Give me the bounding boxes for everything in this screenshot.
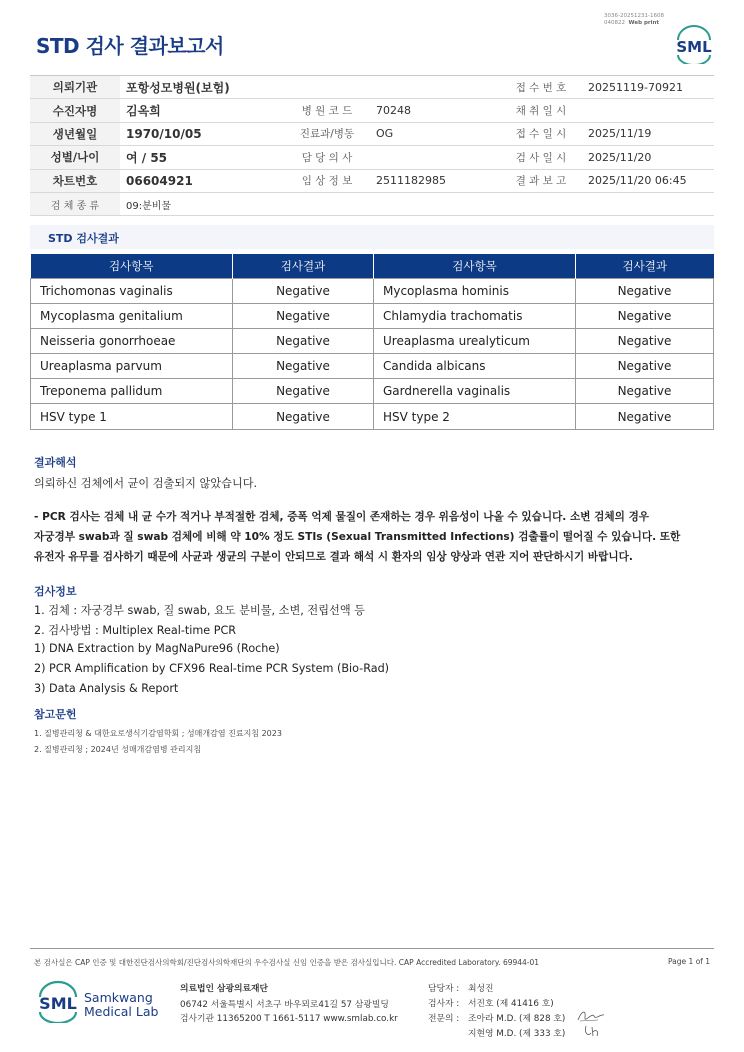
info-row — [30, 76, 714, 99]
birthdate-value: 1970/10/05 — [120, 122, 284, 145]
info-label: 검 체 종 류 — [30, 192, 120, 215]
svg-text:SML: SML — [676, 38, 712, 56]
patient-info-table — [30, 75, 714, 216]
info-label: 병 원 코 드 — [284, 99, 370, 122]
staff-name: 조아라 M.D. (제 828 호) — [468, 1014, 566, 1024]
test-item: Chlamydia trachomatis — [374, 303, 576, 328]
patient-name-value: 김옥희 — [120, 99, 284, 122]
test-result: Negative — [233, 303, 374, 328]
table-row — [31, 404, 714, 429]
clinical-info-value: 2511182985 — [370, 169, 500, 192]
test-info-line: 1. 검체 : 자궁경부 swab, 질 swab, 요도 분비물, 소변, 전립선액 등 — [34, 604, 365, 617]
info-row — [30, 192, 714, 215]
info-label: 차트번호 — [30, 169, 120, 192]
table-row — [31, 328, 714, 353]
org-contact: 검사기관 11365200 T 1661-5117 www.smlab.co.kr — [180, 1014, 398, 1024]
info-label: 검 사 일 시 — [500, 146, 582, 169]
staff-name: 최성진 — [468, 984, 494, 994]
table-row — [31, 354, 714, 379]
test-result: Negative — [576, 404, 714, 429]
print-id-line2: 040822 Web print — [604, 20, 660, 26]
test-info-line: 1) DNA Extraction by MagNaPure96 (Roche) — [34, 642, 280, 655]
table-row — [31, 379, 714, 404]
column-header: 검사결과 — [576, 254, 714, 278]
info-label: 수진자명 — [30, 99, 120, 122]
test-result: Negative — [233, 328, 374, 353]
sml-logo-icon — [36, 979, 80, 1023]
reference-line: 1. 질병관리청 & 대한요로생식기감염학회 ; 성매개감염 진료지침 2023 — [34, 729, 282, 738]
test-info-heading: 검사정보 — [34, 585, 77, 598]
print-id-line1: 3036-20251231-1608 — [604, 13, 664, 19]
column-header: 검사항목 — [374, 254, 576, 278]
info-row — [30, 122, 714, 145]
report-time-value: 2025/11/20 06:45 — [582, 169, 714, 192]
info-label: 성별/나이 — [30, 146, 120, 169]
test-result: Negative — [576, 354, 714, 379]
interpretation-note: 자궁경부 swab과 질 swab 검체에 비해 약 10% 정도 STIs (Sexual Transmitted Infections) 검출률이 떨어질 수 있습니다. 또한 — [34, 531, 681, 543]
test-item: Ureaplasma parvum — [31, 354, 233, 379]
info-label: 접 수 번 호 — [500, 76, 582, 99]
print-id — [604, 13, 664, 27]
page-title: STD 검사 결과보고서 — [36, 34, 224, 58]
accreditation-note: 본 검사실은 CAP 인증 및 대한진단검사의학회/진단검사의학재단의 우수검사실 신임 인증을 받은 검사실입니다. CAP Accredited Laboratory. 69944-01 — [34, 958, 540, 967]
sml-logo-icon — [672, 24, 716, 64]
staff-role: 검사자 : — [428, 999, 460, 1009]
info-row — [30, 99, 714, 122]
results-header-row — [31, 254, 714, 278]
test-result: Negative — [576, 328, 714, 353]
department-value: OG — [370, 122, 500, 145]
test-item: HSV type 2 — [374, 404, 576, 429]
test-item: HSV type 1 — [31, 404, 233, 429]
staff-name: 지현영 M.D. (제 333 호) — [468, 1029, 566, 1039]
signature-icon — [582, 1023, 602, 1039]
results-section-header — [30, 225, 714, 249]
info-row — [30, 169, 714, 192]
info-label: 의뢰기관 — [30, 76, 120, 99]
reference-line: 2. 질병관리청 ; 2024년 성매개감염병 관리지침 — [34, 745, 202, 754]
test-result: Negative — [233, 404, 374, 429]
page-number: Page 1 of 1 — [668, 957, 711, 966]
physician-value — [370, 146, 500, 169]
info-label: 생년월일 — [30, 122, 120, 145]
table-row — [31, 278, 714, 303]
brand-name-line1: Samkwang — [84, 990, 153, 1005]
table-row — [31, 303, 714, 328]
test-date-value: 2025/11/20 — [582, 146, 714, 169]
references-heading: 참고문헌 — [34, 708, 77, 721]
signature-icon — [576, 1008, 606, 1024]
received-date-value: 2025/11/19 — [582, 122, 714, 145]
interpretation-text: 의뢰하신 검체에서 균이 검출되지 않았습니다. — [34, 477, 258, 490]
sex-age-value: 여 / 55 — [120, 146, 284, 169]
test-result: Negative — [576, 278, 714, 303]
chart-number-value: 06604921 — [120, 169, 284, 192]
test-item: Mycoplasma genitalium — [31, 303, 233, 328]
test-result: Negative — [576, 303, 714, 328]
test-result: Negative — [233, 278, 374, 303]
test-item: Mycoplasma hominis — [374, 278, 576, 303]
interpretation-heading: 결과해석 — [34, 456, 77, 469]
info-label: 담 당 의 사 — [284, 146, 370, 169]
info-label: 임 상 정 보 — [284, 169, 370, 192]
test-info-line: 2. 검사방법 : Multiplex Real-time PCR — [34, 624, 237, 637]
org-address: 06742 서울특별시 서초구 바우뫼로41길 57 삼광빌딩 — [180, 1000, 389, 1010]
hospital-code-value: 70248 — [370, 99, 500, 122]
collection-time-value — [582, 99, 714, 122]
info-label: 진료과/병동 — [284, 122, 370, 145]
accession-number-value: 20251119-70921 — [582, 76, 714, 99]
column-header: 검사결과 — [233, 254, 374, 278]
test-item: Neisseria gonorrhoeae — [31, 328, 233, 353]
test-item: Trichomonas vaginalis — [31, 278, 233, 303]
interpretation-note: 유전자 유무를 검사하기 때문에 사균과 생균의 구분이 안되므로 결과 해석 시 환자의 임상 양상과 연관 지어 판단하시기 바랍니다. — [34, 551, 633, 563]
brand-name-line2: Medical Lab — [84, 1004, 159, 1019]
test-result: Negative — [576, 379, 714, 404]
test-item: Gardnerella vaginalis — [374, 379, 576, 404]
staff-role: 전문의 : — [428, 1014, 460, 1024]
staff-role: 담당자 : — [428, 984, 460, 994]
info-row — [30, 146, 714, 169]
footer-divider — [30, 948, 714, 949]
results-section-title: STD 검사결과 — [48, 232, 119, 245]
test-item: Treponema pallidum — [31, 379, 233, 404]
test-result: Negative — [233, 354, 374, 379]
institution-value: 포항성모병원(보험) — [120, 76, 500, 99]
svg-text:SML: SML — [39, 994, 77, 1013]
test-info-line: 2) PCR Amplification by CFX96 Real-time PCR System (Bio-Rad) — [34, 662, 390, 675]
interpretation-note: - PCR 검사는 검체 내 균 수가 적거나 부적절한 검체, 증폭 억제 물질이 존재하는 경우 위음성이 나올 수 있습니다. 소변 검체의 경우 — [34, 511, 650, 523]
info-label: 결 과 보 고 — [500, 169, 582, 192]
test-item: Candida albicans — [374, 354, 576, 379]
info-label: 접 수 일 시 — [500, 122, 582, 145]
info-label: 채 취 일 시 — [500, 99, 582, 122]
test-result: Negative — [233, 379, 374, 404]
staff-name: 서진호 (제 41416 호) — [468, 999, 554, 1009]
test-info-line: 3) Data Analysis & Report — [34, 682, 179, 695]
org-name: 의료법인 삼광의료재단 — [180, 984, 269, 994]
specimen-type-value: 09:분비물 — [120, 192, 714, 215]
test-item: Ureaplasma urealyticum — [374, 328, 576, 353]
column-header: 검사항목 — [31, 254, 233, 278]
results-table — [30, 254, 714, 430]
